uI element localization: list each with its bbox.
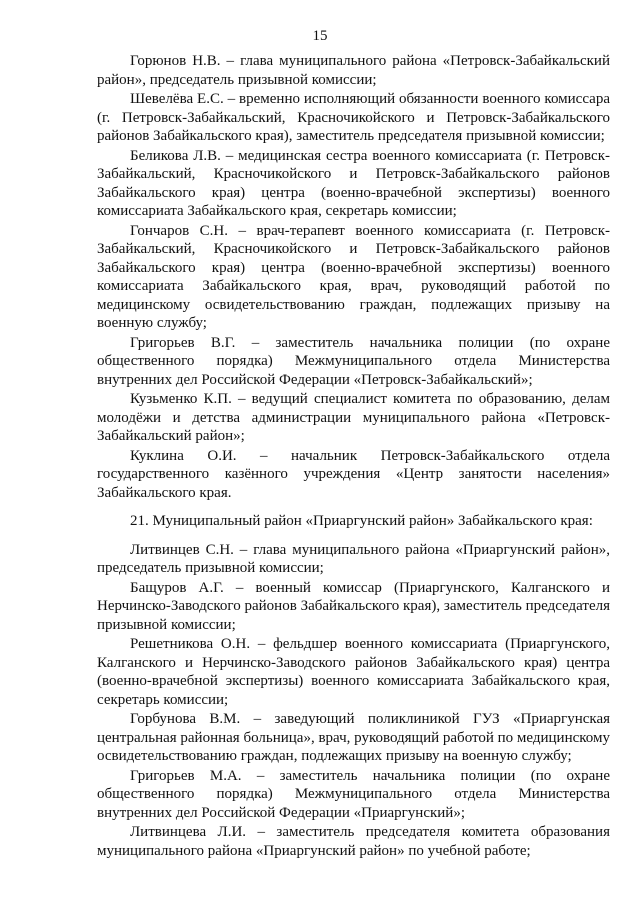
member-entry-kuklina: Куклина О.И. – начальник Петровск-Забайкальского отдела государственного казённого учреждения «Центр занятости населения» Забайкальского края. [97, 447, 610, 501]
page-number: 15 [312, 28, 328, 44]
member-entry-litvintseva: Литвинцева Л.И. – заместитель председателя комитета образования муниципального района «Приаргунский район» по учебной работе; [97, 824, 610, 859]
member-entry-goryunov: Горюнов Н.В. – глава муниципального района «Петровск-Забайкальский район», председатель призывной комиссии; [97, 53, 610, 88]
section-heading: 21. Муниципальный район «Приаргунский район» Забайкальского края: [130, 513, 593, 529]
member-entry-gorbunova: Горбунова В.М. – заведующий поликлиникой ГУЗ «Приаргунская центральная районная больница», врач, руководящий работой по медицинскому освидетельствованию граждан, подлежащих призыву на военную службу; [97, 711, 610, 764]
member-entry-grigoriev-ma: Григорьев М.А. – заместитель начальника полиции (по охране общественного порядка) Межмуниципального отдела Министерства внутренних дел Российской Федерации «Приаргунский»; [97, 767, 610, 821]
member-entry-goncharov: Гончаров С.Н. – врач-терапевт военного комиссариата (г. Петровск-Забайкальский, Красночикойского и Петровск-Забайкальского районов Забайкальского края) центра (военно-врачебной экспертизы) военного комиссариата Забайкальского края, врач, руководящий работой по медицинскому освидетельствованию граждан, подлежащих призыву на военную службу; [97, 222, 610, 331]
member-entry-litvintsev: Литвинцев С.Н. – глава муниципального района «Приаргунский район», председатель призывной комиссии; [97, 541, 610, 576]
member-entry-sheveleva: Шевелёва Е.С. – временно исполняющий обязанности военного комиссара (г. Петровск-Забайкальский, Красночикойского и Петровск-Забайкальского районов Забайкальского края), заместитель председателя призывной комиссии; [97, 91, 610, 144]
member-entry-reshetnikova: Решетникова О.Н. – фельдшер военного комиссариата (Приаргунского, Калганского и Нерчинско-Заводского районов Забайкальского края) центра (военно-врачебной экспертизы) военного комиссариата Забайкальского края, секретарь комиссии; [97, 636, 610, 708]
member-entry-belikova: Беликова Л.В. – медицинская сестра военного комиссариата (г. Петровск-Забайкальский, Красночикойского и Петровск-Забайкальского районов Забайкальского края) центра (военно-врачебной экспертизы) военного комиссариата Забайкальского края, секретарь комиссии; [97, 147, 610, 219]
member-entry-kuzmenko: Кузьменко К.П. – ведущий специалист комитета по образованию, делам молодёжи и детства администрации муниципального района «Петровск-Забайкальский район»; [97, 391, 610, 444]
member-entry-grigoriev-vg: Григорьев В.Г. – заместитель начальника полиции (по охране общественного порядка) Межмуниципального отдела Министерства внутренних дел Российской Федерации «Петровск-Забайкальский»; [97, 334, 610, 388]
member-entry-bashchurov: Бащуров А.Г. – военный комиссар (Приаргунского, Калганского и Нерчинско-Заводского районов Забайкальского края), заместитель председателя призывной комиссии; [97, 579, 610, 633]
document-body [97, 52, 610, 860]
